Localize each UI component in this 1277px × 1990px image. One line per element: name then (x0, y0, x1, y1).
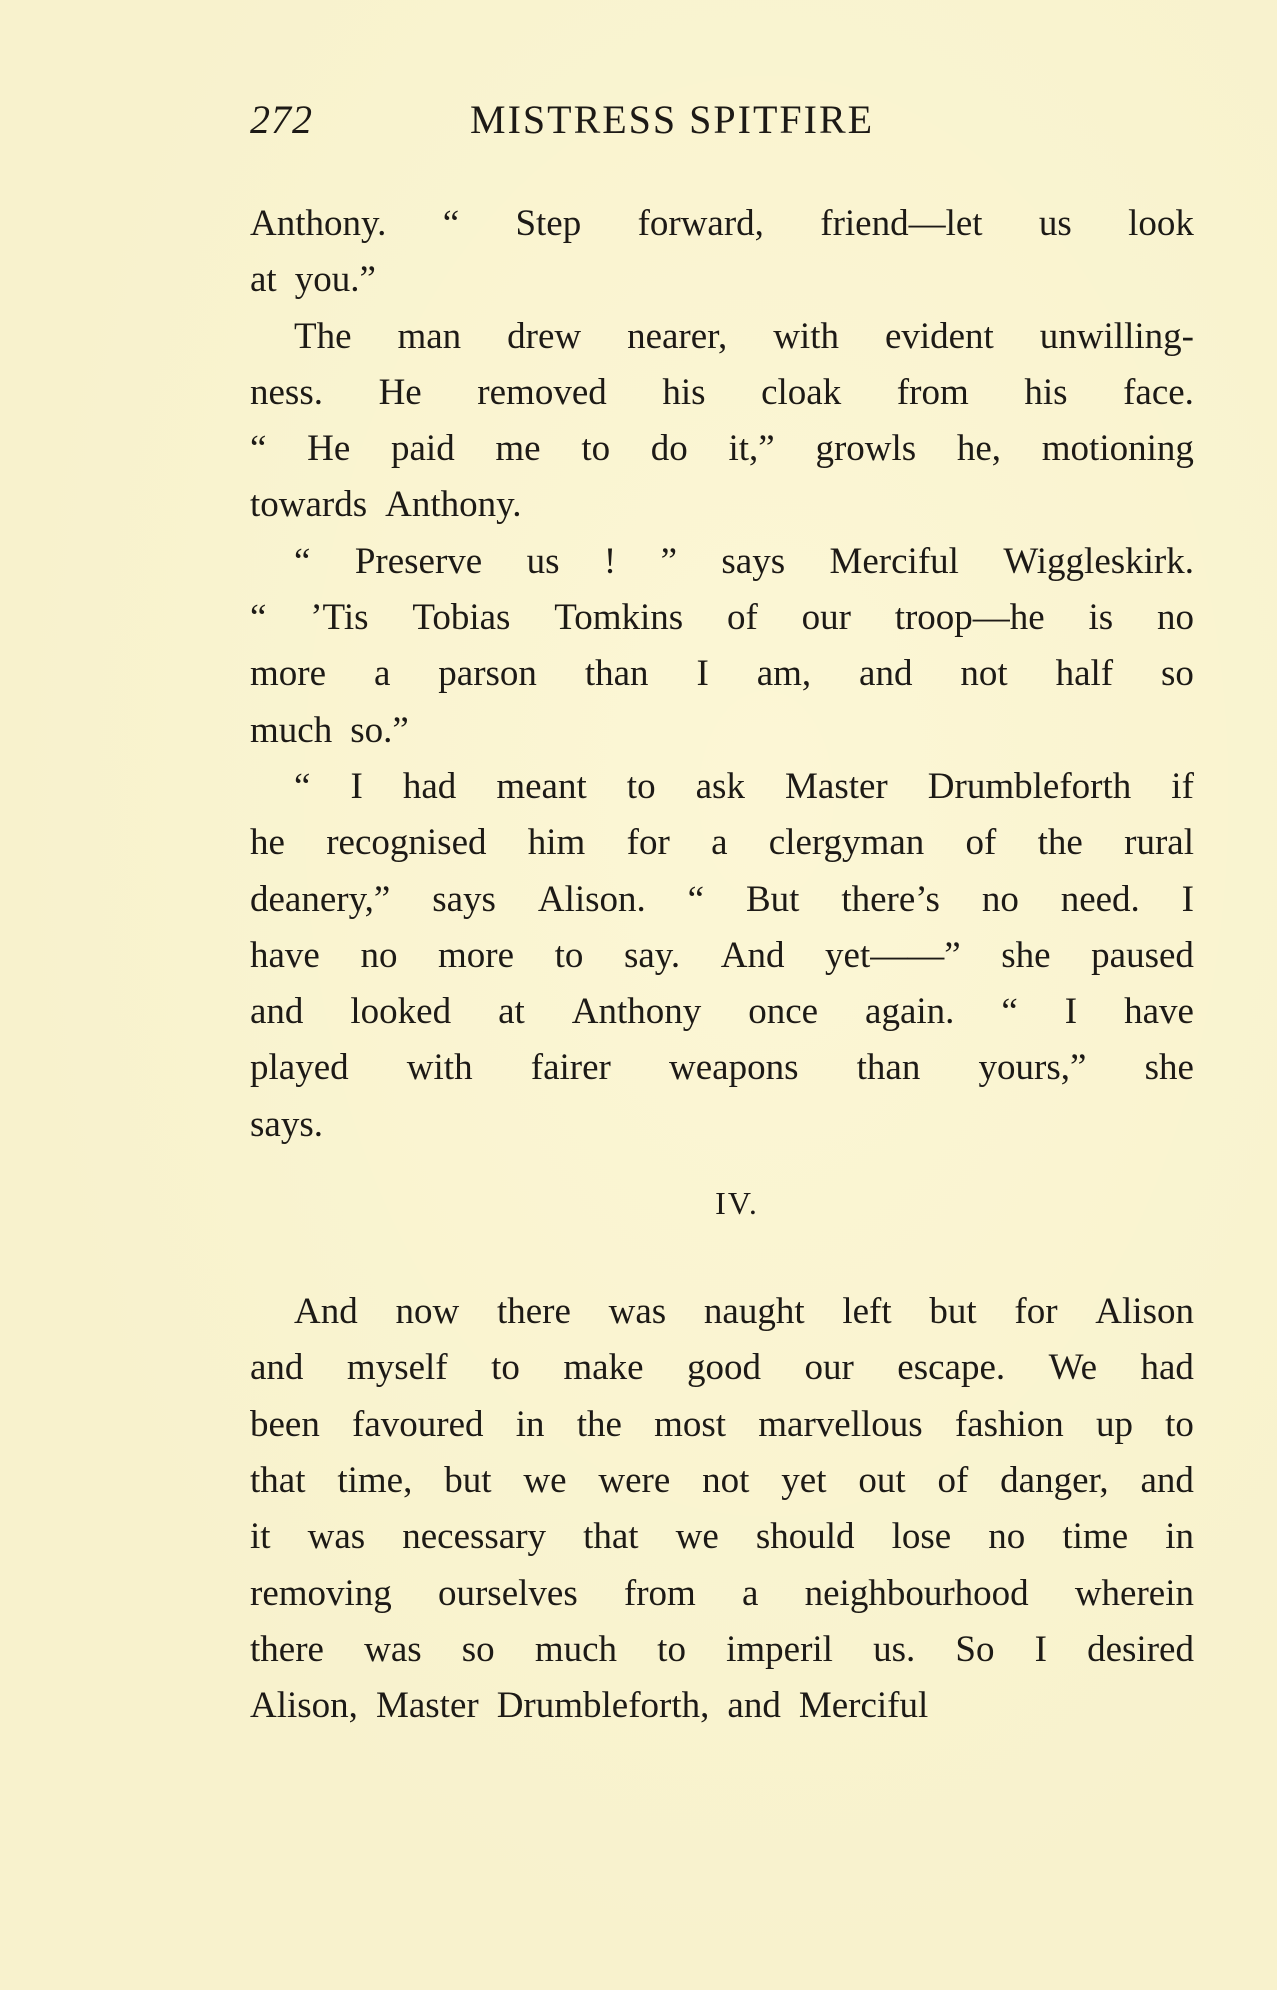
text-line: “ ’Tis Tobias Tomkins of our troop—he is no (250, 597, 1194, 639)
text-line: “ Preserve us ! ” says Merciful Wiggleskirk. (294, 540, 1194, 582)
paragraph (250, 534, 1194, 759)
text-line: says. (250, 1103, 323, 1145)
text-line: “ He paid me to do it,” growls he, motioning (250, 428, 1194, 470)
paragraph (250, 1284, 1194, 1734)
text-line: much so.” (250, 709, 409, 751)
text-line: Alison, Master Drumbleforth, and Merciful (250, 1685, 929, 1727)
text-line: he recognised him for a clergyman of the rural (250, 822, 1194, 864)
text-line: Anthony. “ Step forward, friend—let us look (250, 203, 1194, 244)
part-one-paragraphs (250, 196, 1194, 1153)
running-head (250, 96, 970, 156)
text-line: that time, but we were not yet out of danger, and (250, 1459, 1194, 1501)
text-line: there was so much to imperil us. So I desired (250, 1628, 1194, 1670)
text-line: deanery,” says Alison. “ But there’s no need. I (250, 878, 1194, 920)
text-line: ness. He removed his cloak from his face. (250, 371, 1194, 413)
running-title: MISTRESS SPITFIRE (470, 97, 875, 142)
text-line: And now there was naught left but for Alison (294, 1291, 1194, 1333)
text-line: “ I had meant to ask Master Drumbleforth if (294, 765, 1194, 807)
text-line: have no more to say. And yet——” she paused (250, 934, 1194, 976)
text-line: played with fairer weapons than yours,” she (250, 1047, 1194, 1089)
text-line: removing ourselves from a neighbourhood wherein (250, 1572, 1194, 1614)
part-two-paragraphs (250, 1284, 1194, 1734)
text-line: more a parson than I am, and not half so (250, 653, 1194, 695)
page-number: 272 (250, 97, 313, 142)
text-line: The man drew nearer, with evident unwilling- (294, 315, 1194, 357)
paragraph (250, 759, 1194, 1153)
paragraph (250, 309, 1194, 534)
text-line: it was necessary that we should lose no time in (250, 1516, 1194, 1558)
text-line: and looked at Anthony once again. “ I have (250, 991, 1194, 1033)
text-line: been favoured in the most marvellous fashion up to (250, 1403, 1194, 1445)
body-text (250, 196, 1194, 1734)
section-heading: IV. (715, 1185, 759, 1222)
text-line: and myself to make good our escape. We had (250, 1347, 1194, 1389)
paragraph (250, 196, 1194, 309)
text-line: at you.” (250, 259, 376, 301)
text-line: towards Anthony. (250, 484, 522, 526)
